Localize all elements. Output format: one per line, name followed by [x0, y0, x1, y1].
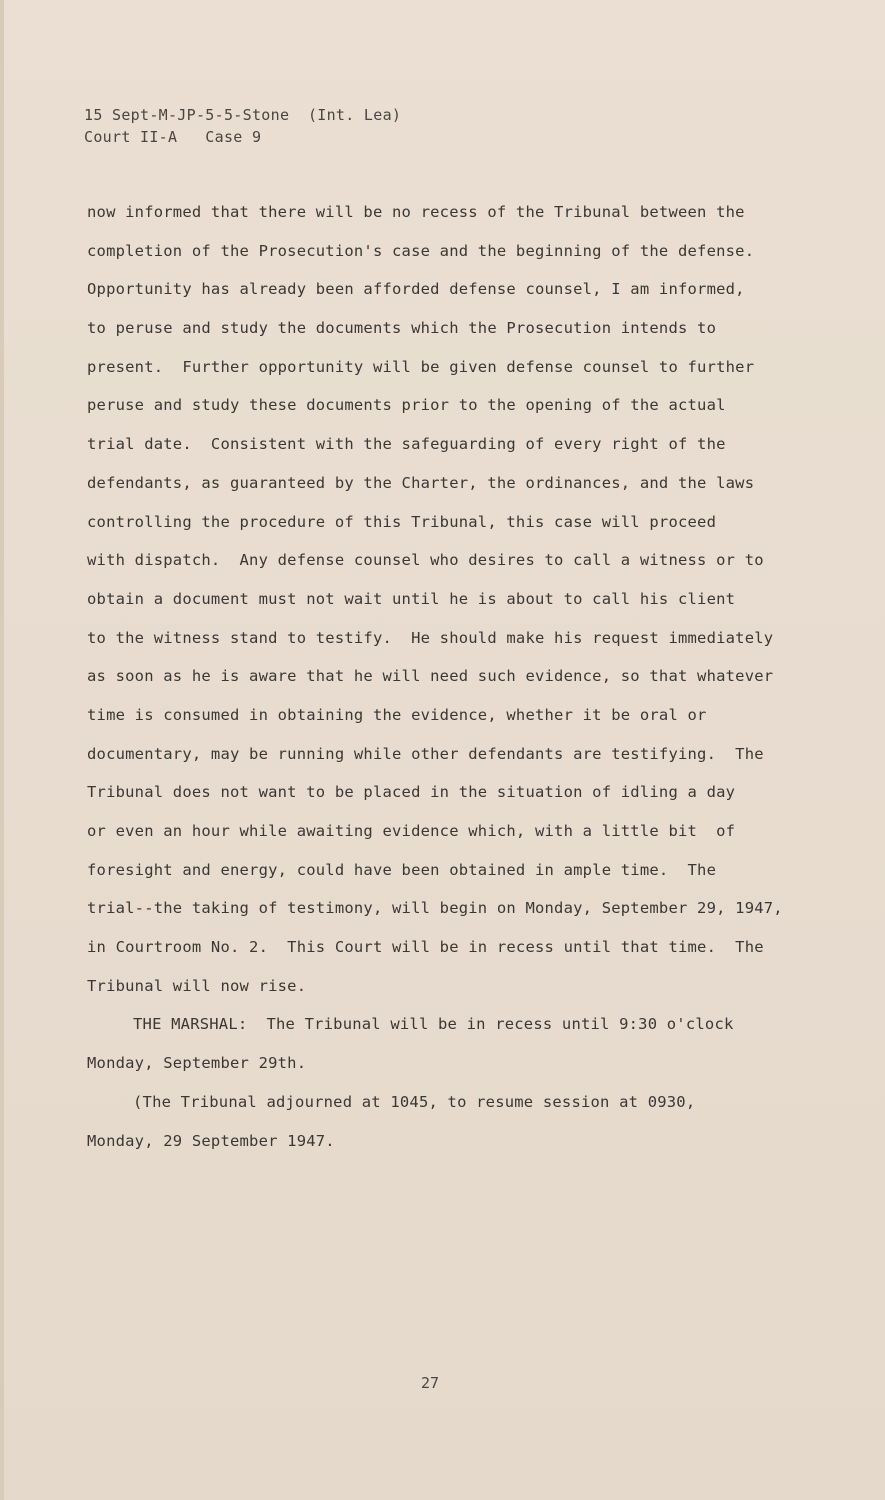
- body-line: now informed that there will be no recess of the Tribunal between the: [87, 203, 745, 221]
- body-line: time is consumed in obtaining the evidence, whether it be oral or: [87, 705, 707, 724]
- header-court-case: Court II-A Case 9: [84, 128, 262, 146]
- page-edge: [0, 0, 4, 1500]
- body-line: trial--the taking of testimony, will begin on Monday, September 29, 1947,: [87, 899, 783, 918]
- body-line: defendants, as guaranteed by the Charter, the ordinances, and the laws: [87, 473, 755, 492]
- marshal-statement: THE MARSHAL: The Tribunal will be in recess until 9:30 o'clock: [133, 1015, 734, 1034]
- body-line: Opportunity has already been afforded defense counsel, I am informed,: [87, 280, 745, 299]
- body-line: Tribunal does not want to be placed in the situation of idling a day: [87, 783, 736, 802]
- body-line: peruse and study these documents prior to the opening of the actual: [87, 396, 726, 415]
- marshal-statement-cont: Monday, September 29th.: [87, 1054, 307, 1073]
- body-line: Tribunal will now rise.: [87, 976, 307, 995]
- body-line: completion of the Prosecution's case and the beginning of the defense.: [87, 241, 755, 260]
- body-line: to the witness stand to testify. He should make his request immediately: [87, 628, 774, 647]
- adjournment-note: (The Tribunal adjourned at 1045, to resume session at 0930,: [133, 1092, 696, 1111]
- body-line: with dispatch. Any defense counsel who desires to call a witness or to: [87, 551, 764, 570]
- body-line: obtain a document must not wait until he is about to call his client: [87, 589, 736, 608]
- transcript-body: [87, 199, 807, 1166]
- body-line: documentary, may be running while other defendants are testifying. The: [87, 744, 764, 763]
- body-line: as soon as he is aware that he will need such evidence, so that whatever: [87, 667, 774, 686]
- document-header: [84, 104, 401, 148]
- body-line: foresight and energy, could have been obtained in ample time. The: [87, 860, 717, 879]
- body-line: or even an hour while awaiting evidence which, with a little bit of: [87, 822, 736, 840]
- page-number: 27: [420, 1374, 440, 1392]
- body-line: present. Further opportunity will be given defense counsel to further: [87, 357, 755, 376]
- header-reference: 15 Sept-M-JP-5-5-Stone (Int. Lea): [84, 106, 402, 124]
- adjournment-note-cont: Monday, 29 September 1947.: [87, 1131, 335, 1150]
- body-line: trial date. Consistent with the safeguarding of every right of the: [87, 435, 726, 454]
- body-line: to peruse and study the documents which the Prosecution intends to: [87, 319, 717, 338]
- body-line: controlling the procedure of this Tribunal, this case will proceed: [87, 512, 717, 531]
- body-line: in Courtroom No. 2. This Court will be in recess until that time. The: [87, 938, 764, 957]
